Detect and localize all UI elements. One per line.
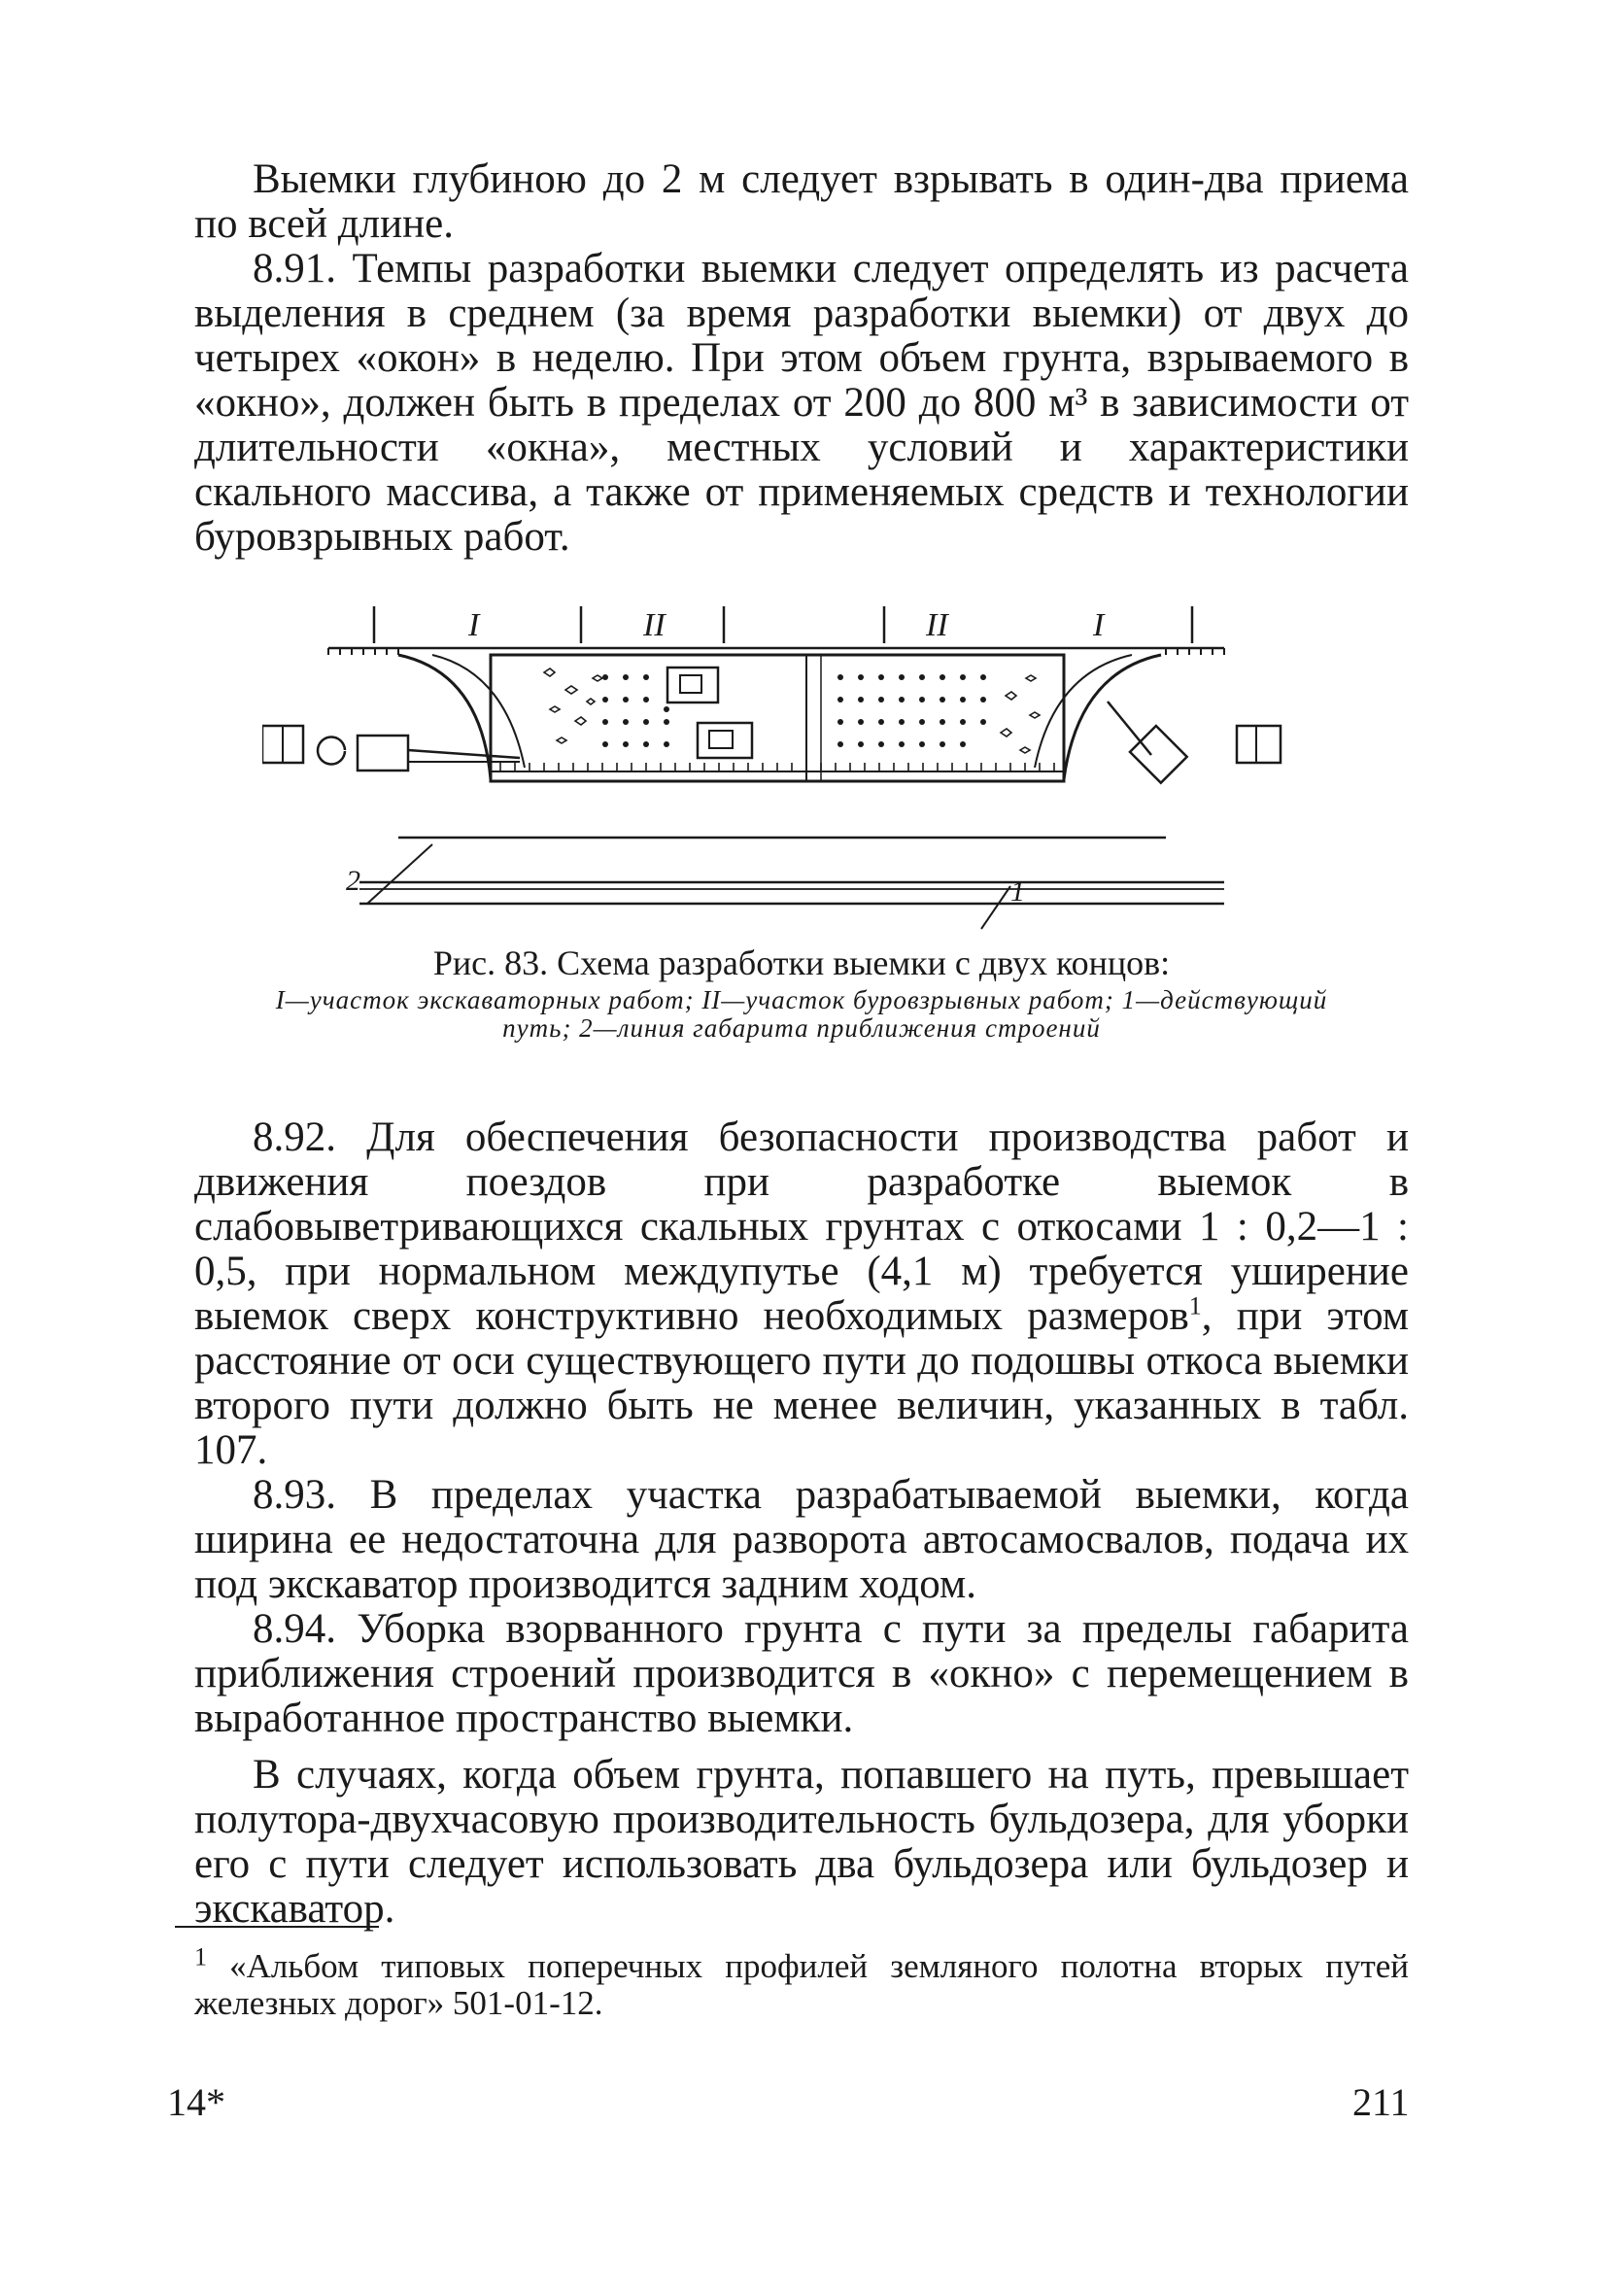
footnote-marker: 1: [194, 1942, 207, 1971]
section-label-3: II: [926, 607, 948, 643]
caption-legend-line-1: I—участок экскаваторных работ; II—участок буровзрывных работ; 1—действующий: [275, 985, 1328, 1014]
figure-caption-title: Рис. 83. Схема разработки выемки с двух концов:: [432, 943, 1171, 982]
right-face-arc: [1064, 655, 1161, 779]
paragraph-8-92-text: 8.92. Для обеспечения безопасности производства работ и движения поездов при разработке выемок в слабовыветривающихся скальных грунтах с откосами 1 : 0,2—1 : 0,5, при нормальном междупутье (4,1 м) требуется уширение выемок сверх конструктивно необходимых размеров: [194, 1114, 1409, 1339]
excavation-cut: [491, 655, 1064, 781]
bulldozer-icon: [698, 723, 752, 758]
paragraph-8-92-tail: , при этом расстояние от оси существующего пути до подошвы откоса выемки второго пути должно быть не менее величин, указанных в табл. 107.: [194, 1293, 1409, 1473]
truck-right-icon: [1237, 726, 1281, 763]
excavator-left-icon: [318, 737, 345, 765]
footnote-reference[interactable]: 1: [1188, 1291, 1202, 1320]
footnote: [194, 1942, 1410, 2022]
footnote-text: «Альбом типовых поперечных профилей земляного полотна вторых путей железных дорог» 501-01-12.: [194, 1947, 1410, 2022]
paragraph-8-94-continued: В случаях, когда объем грунта, попавшего на путь, превышает полутора-двухчасовую производительность бульдозера, для уборки его с пути следует использовать два бульдозера или бульдозер и экскаватор.: [194, 1752, 1409, 1932]
paragraph-8-92: [194, 1115, 1409, 1473]
body-bottom: [194, 1115, 1409, 1932]
section-label-1: I: [468, 607, 480, 643]
sheet-signature: 14*: [167, 2080, 225, 2124]
excavator-right-icon: [1108, 702, 1151, 755]
body-top: [194, 157, 1409, 560]
caption-legend-line-2: путь; 2—линия габарита приближения строений: [502, 1013, 1101, 1043]
drilling-rig-icon: [667, 668, 718, 703]
callout-1-label: 1: [1010, 875, 1025, 908]
paragraph-8-93: 8.93. В пределах участка разрабатываемой выемки, когда ширина ее недостаточна для разворота автосамосвалов, подача их под экскаватор производится задним ходом.: [194, 1472, 1409, 1607]
excavation-scheme-figure: [262, 595, 1292, 944]
paragraph-8-91: 8.91. Темпы разработки выемки следует определять из расчета выделения в среднем (за время разработки выемки) от двух до четырех «окон» в неделю. При этом объем грунта, взрываемого в «окно», должен быть в пределах от 200 до 800 м³ в зависимости от длительности «окна», местных условий и характеристики скального массива, а также от применяемых средств и технологии буровзрывных работ.: [194, 246, 1409, 560]
section-label-4: I: [1093, 607, 1105, 643]
figure-caption-legend: [194, 986, 1409, 1043]
page-number: 211: [1352, 2080, 1410, 2124]
footnote-rule: [175, 1926, 379, 1928]
left-face-arc: [398, 655, 491, 779]
paragraph-1: Выемки глубиною до 2 м следует взрывать в один-два приема по всей длине.: [194, 156, 1409, 247]
section-label-2: II: [643, 607, 666, 643]
paragraph-8-94: 8.94. Уборка взорванного грунта с пути за пределы габарита приближения строений производится в «окно» с перемещением в выработанное пространство выемки.: [194, 1606, 1409, 1741]
callout-2-label: 2: [346, 865, 360, 897]
